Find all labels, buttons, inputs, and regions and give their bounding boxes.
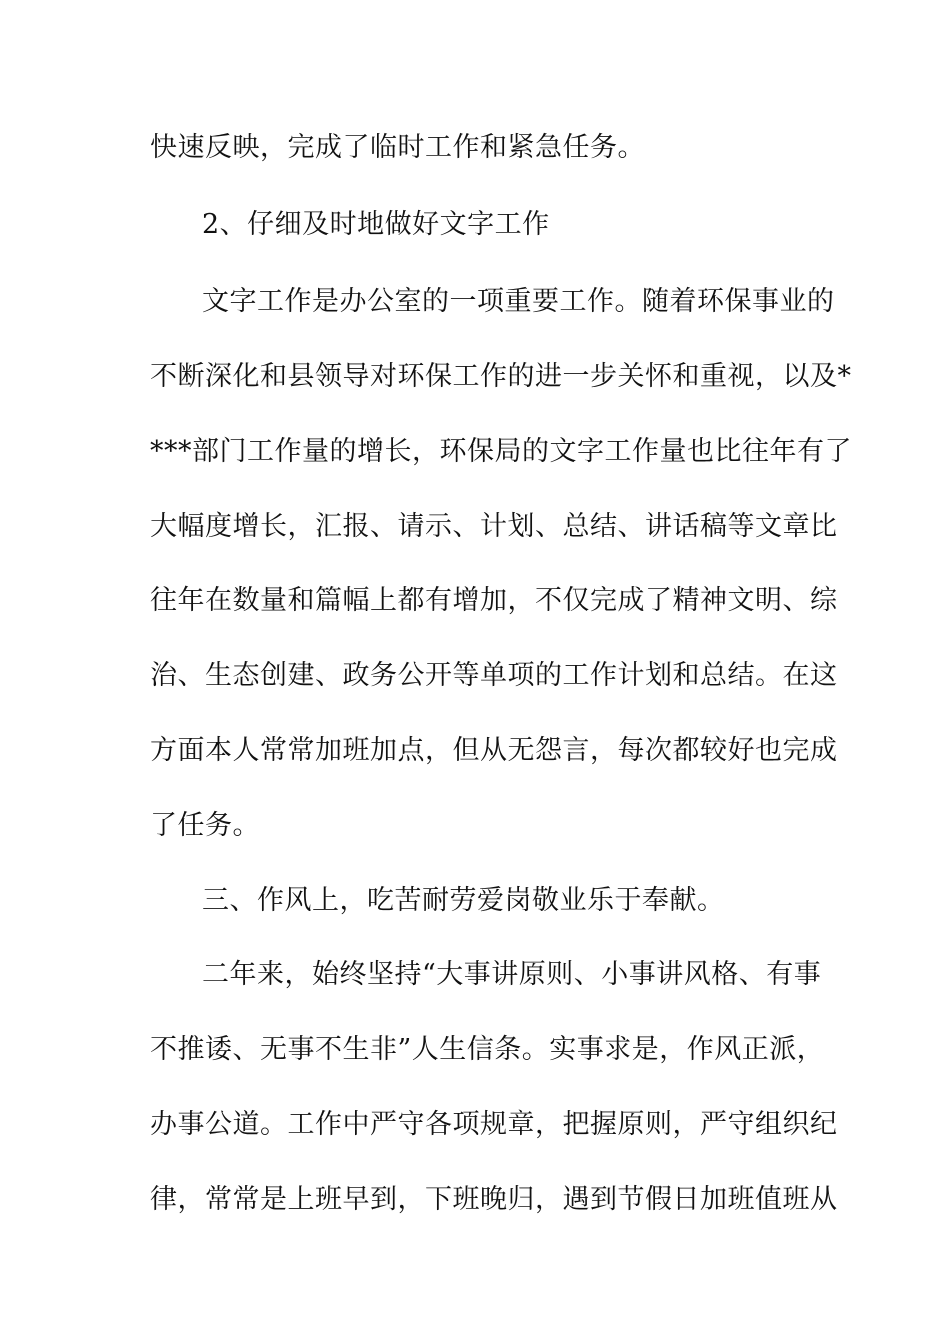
text-line: 快速反映，完成了临时工作和紧急任务。 xyxy=(150,132,645,163)
paragraph-line: 大幅度增长，汇报、请示、计划、总结、讲话稿等文章比 xyxy=(150,511,838,542)
paragraph-line: 不推诿、无事不生非”人生信条。实事求是，作风正派， xyxy=(150,1034,825,1065)
paragraph-line: 办事公道。工作中严守各项规章，把握原则，严守组织纪 xyxy=(150,1109,838,1140)
paragraph-line: ***部门工作量的增长，环保局的文字工作量也比往年有了 xyxy=(150,436,852,467)
section-heading: 2、仔细及时地做好文字工作 xyxy=(202,209,550,240)
paragraph-line: 律，常常是上班早到，下班晚归，遇到节假日加班值班从 xyxy=(150,1184,838,1215)
paragraph-line: 不断深化和县领导对环保工作的进一步关怀和重视，以及* xyxy=(150,361,852,392)
paragraph-line: 治、生态创建、政务公开等单项的工作计划和总结。在这 xyxy=(150,660,838,691)
paragraph-line: 了任务。 xyxy=(150,810,260,841)
paragraph-line: 二年来，始终坚持“大事讲原则、小事讲风格、有事 xyxy=(202,959,822,990)
paragraph-line: 文字工作是办公室的一项重要工作。随着环保事业的 xyxy=(202,286,835,317)
section-heading: 三、作风上，吃苦耐劳爱岗敬业乐于奉献。 xyxy=(202,885,725,916)
paragraph-line: 方面本人常常加班加点，但从无怨言，每次都较好也完成 xyxy=(150,735,838,766)
paragraph-line: 往年在数量和篇幅上都有增加，不仅完成了精神文明、综 xyxy=(150,585,838,616)
